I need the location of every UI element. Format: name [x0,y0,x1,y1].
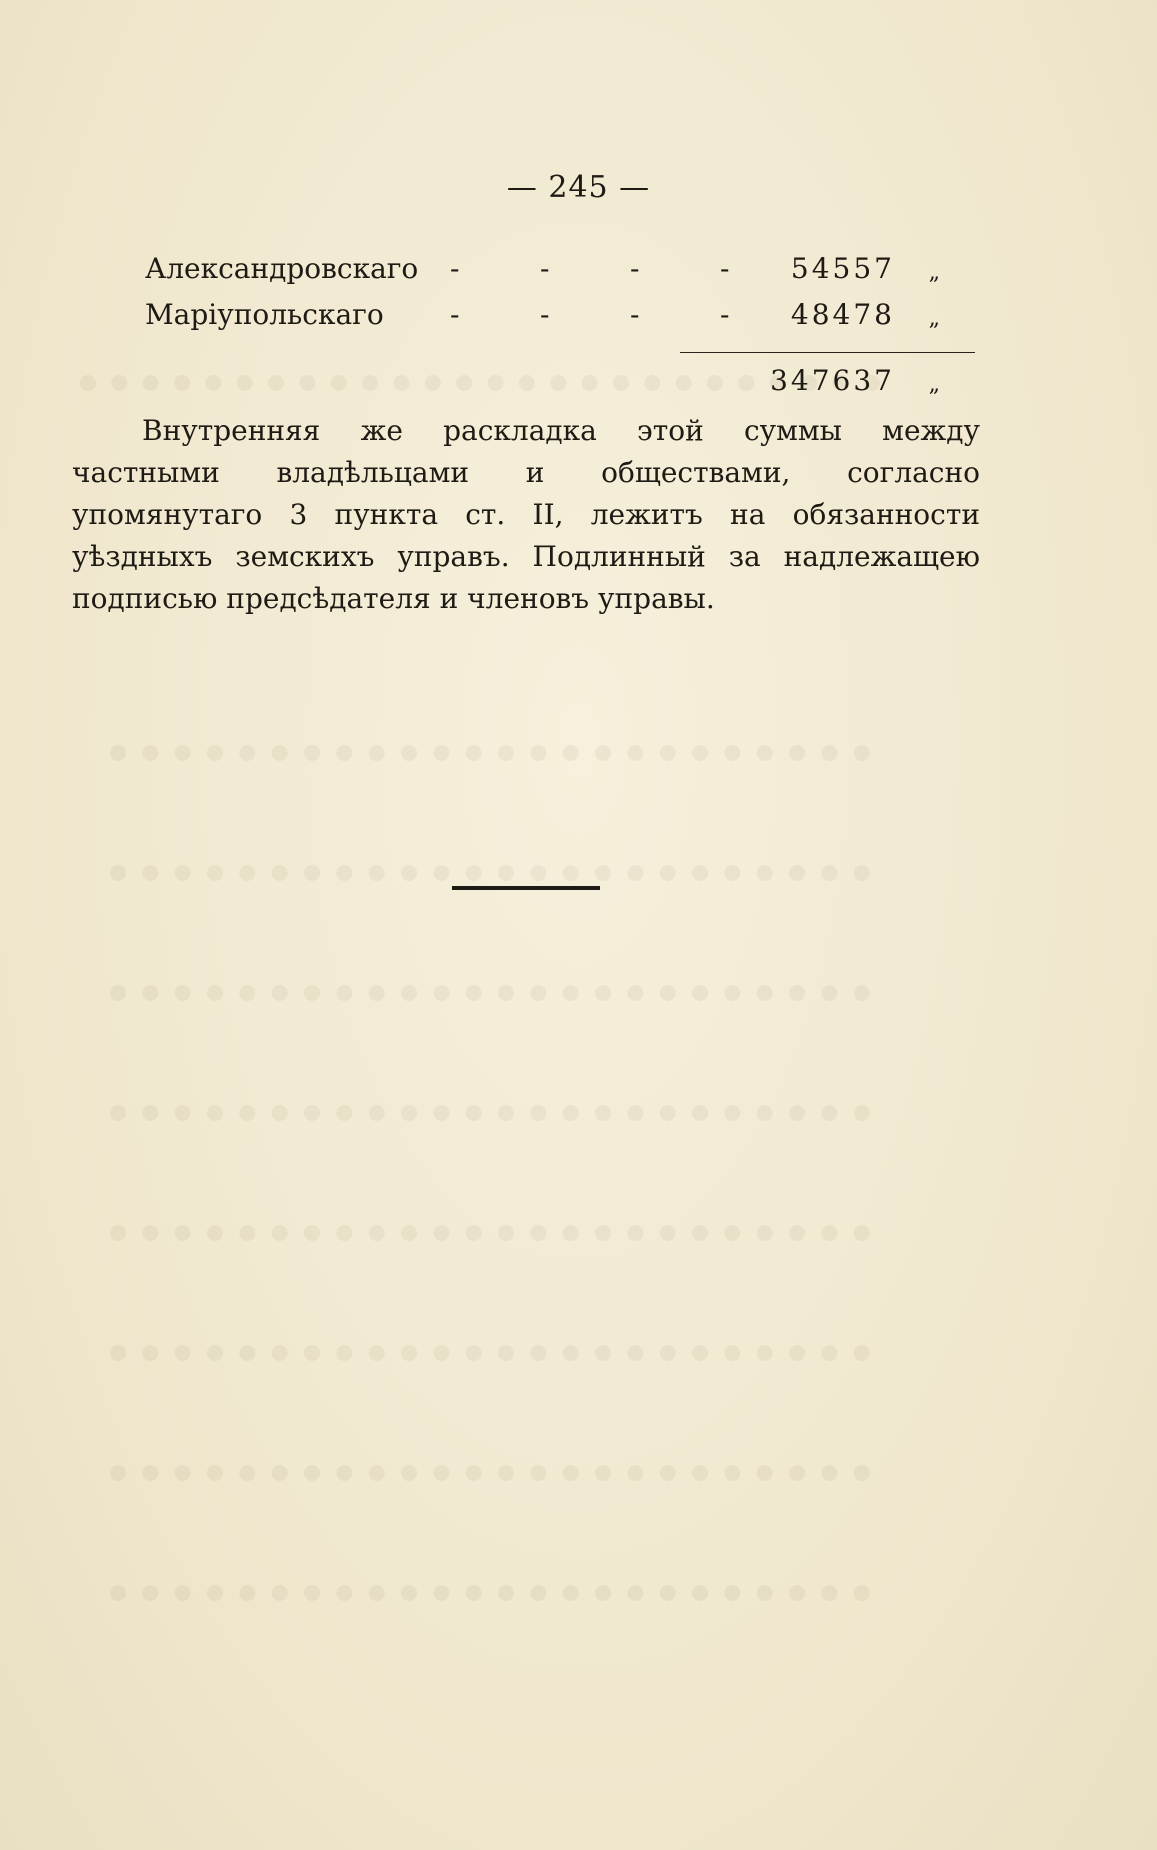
district-name: Александровскаго [145,252,419,285]
section-end-rule [452,886,600,890]
dash: - [450,298,460,331]
dash: - [540,252,550,285]
dash: - [630,252,640,285]
ditto-mark: „ [928,372,940,397]
sum-rule [680,352,975,353]
body-paragraph: Внутренняя же раскладка этой суммы между частными владѣльцами и обществами, согласно упомянутаго 3 пункта ст. II, лежитъ на обязанности уѣздныхъ земскихъ управъ. Подлинный за надлежащею подписью предсѣдателя и членовъ управы. [72,414,980,615]
page-number: — 245 — [506,170,651,205]
amount: 54557 [790,252,895,285]
ditto-mark: „ [928,260,940,285]
table-row [145,298,975,338]
total-amount: 347637 [770,364,895,397]
total-row [145,364,975,404]
dash: - [720,252,730,285]
table-row [145,252,975,292]
district-name: Маріупольскаго [145,298,384,331]
ditto-mark: „ [928,306,940,331]
dash: - [540,298,550,331]
dash: - [450,252,460,285]
amount: 48478 [790,298,895,331]
dash: - [720,298,730,331]
dash: - [630,298,640,331]
